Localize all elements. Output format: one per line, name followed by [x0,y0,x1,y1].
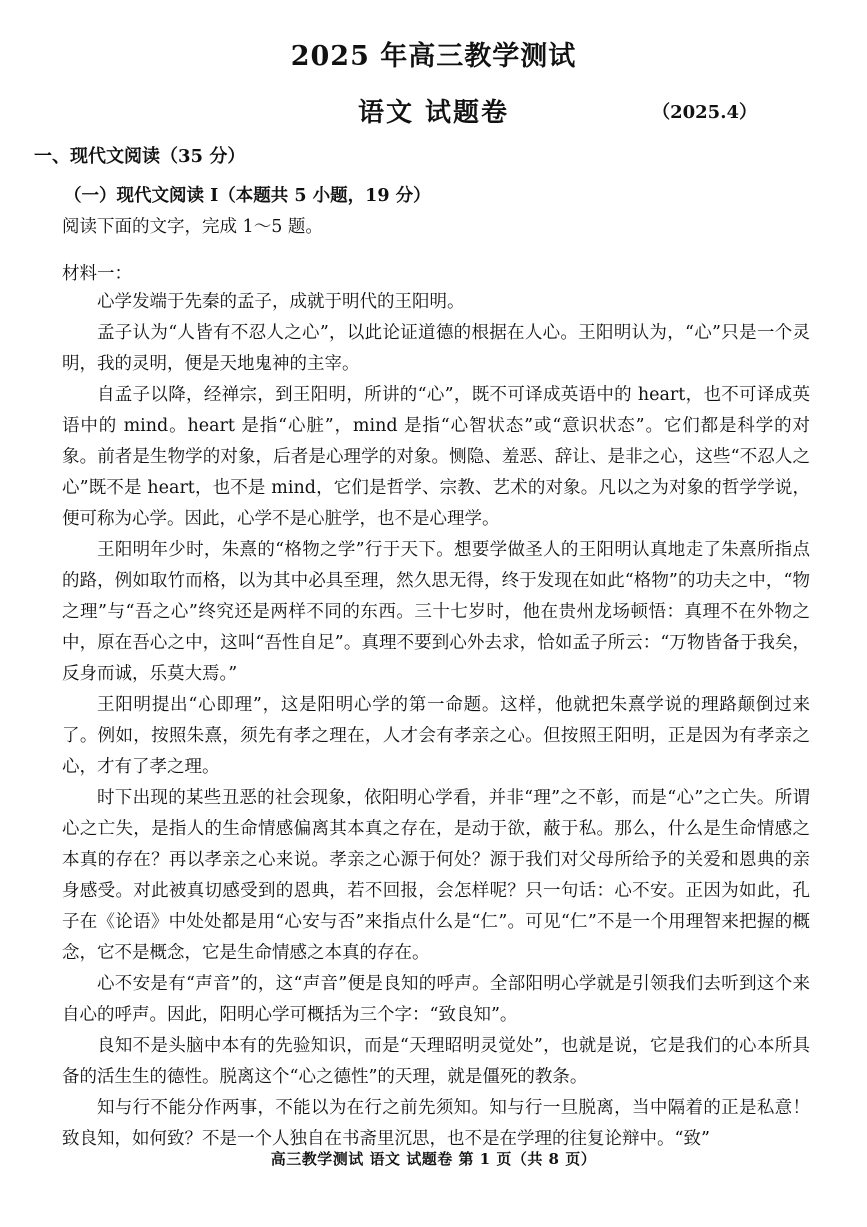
paragraph: 自孟子以降，经禅宗，到王阳明，所讲的“心”，既不可译成英语中的 heart，也不可译成英语中的 mind。heart 是指“心脏”，mind 是指“心智状态”或“意识状态”。它们都是科学的对象。前者是生物学的对象，后者是心理学的对象。恻隐、羞恶、辞让、是非之心，这些“不忍人之心”既不是 heart，也不是 mind，它们是哲学、宗教、艺术的对象。凡以之为对象的哲学学说，便可称为心学。因此，心学不是心脏学，也不是心理学。 [62,385,810,529]
passage-body [62,287,810,1155]
paragraph: 王阳明年少时，朱熹的“格物之学”行于天下。想要学做圣人的王阳明认真地走了朱熹所指点的路，例如取竹而格，以为其中必具至理，然久思无得，终于发现在如此“格物”的功夫之中，“物之理”与“吾之心”终究还是两样不同的东西。三十七岁时，他在贵州龙场顿悟：真理不在外物之中，原在吾心之中，这叫“吾性自足”。真理不要到心外去求，恰如孟子所云：“万物皆备于我矣，反身而诚，乐莫大焉。” [62,540,810,684]
paragraph: 王阳明提出“心即理”，这是阳明心学的第一命题。这样，他就把朱熹学说的理路颠倒过来了。例如，按照朱熹，须先有孝之理在，人才会有孝亲之心。但按照王阳明，正是因为有孝亲之心，才有了孝之理。 [62,695,810,777]
paragraph: 良知不是头脑中本有的先验知识，而是“天理昭明灵觉处”，也就是说，它是我们的心本所具备的活生生的德性。脱离这个“心之德性”的天理，就是僵死的教条。 [62,1036,810,1087]
reading-instruction: 阅读下面的文字，完成 1～5 题。 [62,217,323,237]
paragraph: 时下出现的某些丑恶的社会现象，依阳明心学看，并非“理”之不彰，而是“心”之亡失。所谓心之亡失，是指人的生命情感偏离其本真之存在，是动于欲，蔽于私。那么，什么是生命情感之本真的存在？再以孝亲之心来说。孝亲之心源于何处？源于我们对父母所给予的关爱和恩典的亲身感受。对此被真切感受到的恩典，若不回报，会怎样呢？只一句话：心不安。正因为如此，孔子在《论语》中处处都是用“心安与否”来指点什么是“仁”。可见“仁”不是一个用理智来把握的概念，它不是概念，它是生命情感之本真的存在。 [62,788,810,963]
material-label: 材料一： [62,264,132,284]
paragraph: 心学发端于先秦的孟子，成就于明代的王阳明。 [97,292,465,312]
exam-date: （2025.4） [652,102,757,123]
section-heading: 一、现代文阅读（35 分） [34,146,246,167]
exam-subtitle: 语文 试题卷 [357,98,510,128]
paragraph: 心不安是有“声音”的，这“声音”便是良知的呼声。全部阳明心学就是引领我们去听到这个来自心的呼声。因此，阳明心学可概括为三个字：“致良知”。 [62,974,810,1025]
subsection-heading: （一）现代文阅读 I（本题共 5 小题，19 分） [64,186,431,206]
subtitle-row [0,92,867,126]
page-footer: 高三教学测试 语文 试题卷 第 1 页（共 8 页） [270,1150,597,1168]
paragraph: 知与行不能分作两事，不能以为在行之前先须知。知与行一旦脱离，当中隔着的正是私意！致良知，如何致？不是一个人独自在书斋里沉思，也不是在学理的往复论辩中。“致” [62,1098,810,1149]
paragraph: 孟子认为“人皆有不忍人之心”，以此论证道德的根据在人心。王阳明认为，“心”只是一个灵明，我的灵明，便是天地鬼神的主宰。 [62,323,810,374]
exam-title: 2025 年高三教学测试 [290,41,577,72]
